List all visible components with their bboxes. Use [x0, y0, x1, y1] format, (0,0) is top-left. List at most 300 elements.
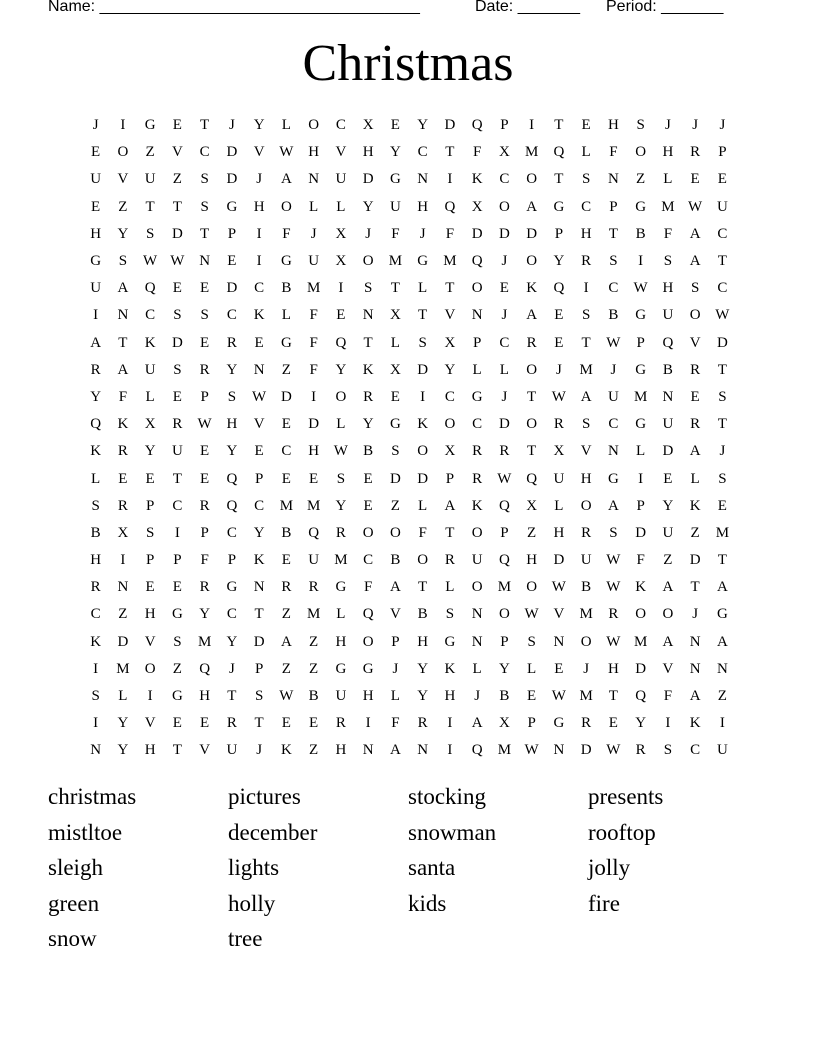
grid-letter: O	[526, 416, 538, 433]
grid-letter: G	[226, 579, 238, 596]
grid-letter: A	[689, 253, 701, 270]
grid-letter: J	[501, 253, 508, 270]
grid-letter: A	[444, 497, 456, 514]
grid-letter: C	[226, 606, 237, 623]
grid-letter: E	[363, 470, 373, 487]
grid-letter: G	[171, 688, 183, 705]
grid-letter: I	[665, 715, 671, 732]
grid-letter: R	[581, 524, 592, 541]
grid-letter: E	[663, 470, 673, 487]
grid-letter: X	[335, 225, 347, 242]
grid-letter: B	[581, 579, 592, 596]
word-bank-item: december	[228, 819, 318, 845]
grid-letter: Y	[117, 225, 129, 242]
grid-letter: G	[280, 334, 292, 351]
name-field-label: Name: ____________________________________	[48, 0, 420, 15]
grid-letter: Q	[90, 416, 102, 433]
grid-letter: Q	[335, 334, 347, 351]
grid-letter: K	[253, 552, 265, 569]
grid-letter: A	[280, 171, 292, 188]
grid-letter: P	[254, 660, 264, 677]
grid-letter: Y	[662, 497, 674, 514]
grid-row	[82, 520, 736, 547]
grid-letter: D	[171, 225, 183, 242]
grid-letter: N	[607, 171, 619, 188]
grid-letter: F	[363, 579, 373, 596]
grid-letter: N	[716, 660, 728, 677]
grid-letter: S	[91, 497, 100, 514]
grid-letter: R	[690, 416, 701, 433]
grid-letter: O	[335, 388, 347, 405]
grid-letter: Z	[663, 552, 673, 569]
grid-letter: L	[336, 198, 346, 215]
grid-row	[82, 248, 736, 275]
grid-letter: Y	[498, 660, 510, 677]
grid-letter: Z	[309, 633, 319, 650]
grid-letter: R	[308, 579, 319, 596]
grid-letter: T	[581, 334, 591, 351]
grid-letter: N	[253, 579, 265, 596]
grid-letter: M	[306, 606, 321, 623]
grid-letter: R	[608, 606, 619, 623]
grid-letter: E	[145, 470, 155, 487]
grid-row	[82, 166, 736, 193]
grid-letter: J	[501, 307, 508, 324]
grid-letter: P	[636, 334, 645, 351]
grid-letter: R	[90, 361, 101, 378]
grid-letter: J	[583, 660, 590, 677]
grid-letter: H	[226, 416, 238, 433]
grid-letter: S	[173, 307, 182, 324]
grid-letter: Q	[471, 253, 483, 270]
grid-letter: A	[716, 633, 728, 650]
grid-letter: V	[689, 334, 701, 351]
grid-letter: I	[256, 225, 262, 242]
grid-letter: O	[280, 198, 292, 215]
grid-letter: O	[526, 171, 538, 188]
grid-letter: Q	[226, 470, 238, 487]
grid-letter: E	[254, 443, 264, 460]
grid-letter: K	[526, 280, 538, 297]
grid-letter: D	[580, 742, 592, 759]
grid-letter: F	[309, 334, 318, 351]
grid-letter: Y	[417, 660, 429, 677]
grid-letter: W	[606, 742, 621, 759]
grid-letter: R	[499, 443, 510, 460]
grid-letter: H	[362, 144, 374, 161]
grid-letter: A	[662, 579, 674, 596]
grid-letter: R	[199, 579, 210, 596]
grid-row	[82, 574, 736, 601]
grid-letter: S	[391, 443, 400, 460]
grid-letter: L	[418, 280, 428, 297]
grid-letter: Z	[281, 606, 291, 623]
grid-letter: M	[116, 660, 130, 677]
grid-letter: W	[197, 416, 212, 433]
grid-letter: U	[335, 688, 347, 705]
grid-letter: H	[662, 280, 674, 297]
grid-letter: Y	[199, 606, 211, 623]
word-bank-item: snowman	[408, 819, 497, 845]
grid-letter: E	[281, 552, 291, 569]
grid-letter: N	[362, 307, 374, 324]
grid-letter: I	[638, 470, 644, 487]
grid-letter: Z	[309, 660, 319, 677]
grid-letter: O	[471, 280, 483, 297]
grid-letter: P	[472, 334, 482, 351]
grid-letter: G	[444, 633, 456, 650]
grid-letter: F	[663, 225, 673, 242]
grid-letter: H	[580, 470, 592, 487]
grid-letter: L	[636, 443, 646, 460]
grid-letter: D	[471, 225, 483, 242]
grid-letter: N	[117, 579, 129, 596]
grid-letter: B	[390, 552, 401, 569]
grid-letter: M	[579, 606, 593, 623]
grid-letter: L	[390, 688, 400, 705]
grid-letter: C	[472, 416, 483, 433]
grid-letter: D	[444, 117, 456, 134]
grid-letter: K	[689, 715, 701, 732]
grid-letter: S	[200, 198, 209, 215]
grid-letter: P	[445, 470, 455, 487]
grid-letter: S	[527, 633, 536, 650]
grid-letter: O	[526, 361, 538, 378]
grid-letter: Z	[636, 171, 646, 188]
grid-letter: H	[308, 144, 320, 161]
grid-letter: S	[145, 524, 155, 541]
grid-letter: C	[90, 606, 101, 623]
grid-letter: R	[335, 524, 346, 541]
grid-letter: E	[227, 253, 237, 270]
grid-letter: N	[471, 606, 483, 623]
grid-letter: I	[93, 715, 99, 732]
word-bank-item: christmas	[48, 784, 137, 809]
grid-letter: Q	[553, 280, 565, 297]
grid-letter: Y	[389, 144, 401, 161]
grid-letter: L	[390, 334, 400, 351]
grid-letter: X	[526, 497, 538, 514]
grid-letter: Q	[226, 497, 238, 514]
word-bank-item: kids	[408, 890, 447, 916]
grid-letter: E	[309, 470, 319, 487]
grid-row	[82, 629, 736, 656]
grid-letter: E	[309, 715, 319, 732]
grid-letter: E	[172, 579, 182, 596]
grid-letter: G	[144, 117, 156, 134]
grid-letter: D	[662, 443, 674, 460]
grid-letter: K	[280, 742, 292, 759]
grid-letter: G	[635, 198, 647, 215]
grid-letter: E	[554, 334, 564, 351]
grid-row	[82, 710, 736, 737]
grid-letter: W	[524, 742, 539, 759]
grid-letter: S	[718, 470, 727, 487]
grid-letter: V	[389, 606, 401, 623]
grid-letter: O	[389, 524, 401, 541]
grid-letter: Z	[172, 171, 182, 188]
grid-letter: Z	[281, 361, 291, 378]
grid-letter: U	[580, 552, 592, 569]
grid-letter: V	[253, 144, 265, 161]
grid-letter: D	[253, 633, 265, 650]
grid-letter: P	[173, 552, 182, 569]
grid-letter: T	[445, 144, 455, 161]
grid-letter: I	[256, 253, 262, 270]
grid-letter: R	[199, 497, 210, 514]
grid-letter: K	[90, 633, 102, 650]
grid-letter: Q	[471, 117, 483, 134]
grid-letter: Y	[90, 388, 102, 405]
grid-letter: R	[226, 715, 237, 732]
grid-letter: M	[524, 144, 539, 161]
grid-letter: I	[93, 307, 99, 324]
grid-letter: C	[608, 280, 619, 297]
grid-letter: C	[199, 144, 210, 161]
grid-letter: T	[445, 280, 455, 297]
grid-letter: C	[499, 334, 510, 351]
grid-letter: J	[228, 660, 235, 677]
grid-letter: E	[390, 117, 400, 134]
grid-letter: O	[362, 633, 374, 650]
grid-letter: M	[497, 579, 512, 596]
grid-letter: W	[606, 334, 621, 351]
grid-letter: P	[227, 552, 237, 569]
grid-letter: K	[444, 660, 456, 677]
grid-letter: Y	[362, 416, 374, 433]
grid-letter: J	[692, 117, 699, 134]
grid-letter: C	[499, 171, 510, 188]
grid-letter: E	[254, 334, 264, 351]
grid-letter: X	[553, 443, 565, 460]
grid-letter: E	[581, 117, 591, 134]
grid-row	[82, 493, 736, 520]
grid-letter: W	[279, 688, 294, 705]
grid-letter: E	[499, 280, 509, 297]
grid-letter: T	[254, 715, 264, 732]
grid-letter: J	[719, 443, 726, 460]
grid-letter: V	[144, 715, 156, 732]
grid-letter: M	[497, 742, 512, 759]
grid-letter: O	[444, 416, 456, 433]
grid-letter: I	[147, 688, 153, 705]
grid-letter: W	[606, 579, 621, 596]
grid-letter: H	[253, 198, 265, 215]
grid-letter: T	[363, 334, 373, 351]
grid-letter: C	[717, 225, 728, 242]
grid-letter: S	[718, 388, 727, 405]
word-bank-item: lights	[228, 855, 280, 880]
grid-letter: P	[254, 470, 264, 487]
grid-letter: L	[145, 388, 155, 405]
grid-letter: L	[581, 144, 591, 161]
grid-letter: W	[688, 198, 703, 215]
grid-letter: D	[526, 225, 538, 242]
grid-letter: K	[117, 416, 129, 433]
grid-letter: H	[144, 606, 156, 623]
grid-letter: L	[445, 579, 455, 596]
grid-letter: W	[333, 443, 348, 460]
grid-letter: K	[90, 443, 102, 460]
grid-letter: U	[90, 171, 102, 188]
grid-letter: S	[690, 280, 700, 297]
grid-letter: S	[336, 470, 346, 487]
grid-letter: M	[661, 198, 675, 215]
grid-letter: Z	[145, 144, 155, 161]
grid-letter: A	[607, 497, 619, 514]
grid-row	[82, 683, 736, 710]
grid-letter: K	[471, 497, 483, 514]
grid-letter: U	[308, 552, 320, 569]
grid-letter: T	[200, 117, 210, 134]
grid-letter: Z	[281, 660, 291, 677]
grid-letter: P	[609, 198, 618, 215]
grid-letter: S	[200, 171, 209, 188]
grid-letter: X	[144, 416, 156, 433]
grid-letter: L	[663, 171, 673, 188]
grid-letter: M	[579, 688, 593, 705]
grid-letter: D	[117, 633, 129, 650]
grid-letter: F	[663, 688, 673, 705]
grid-letter: N	[471, 633, 483, 650]
grid-letter: G	[553, 198, 565, 215]
grid-letter: S	[445, 606, 455, 623]
word-bank-item: santa	[408, 855, 456, 880]
grid-letter: Z	[527, 524, 537, 541]
grid-letter: N	[253, 361, 265, 378]
word-bank-item: snow	[48, 926, 97, 951]
grid-letter: G	[716, 606, 728, 623]
grid-letter: W	[497, 470, 512, 487]
grid-letter: B	[499, 688, 510, 705]
grid-letter: N	[471, 307, 483, 324]
grid-letter: Y	[253, 524, 265, 541]
grid-letter: M	[306, 280, 321, 297]
grid-letter: T	[554, 117, 564, 134]
grid-letter: Z	[690, 524, 700, 541]
grid-letter: T	[254, 606, 264, 623]
grid-letter: W	[715, 307, 730, 324]
grid-letter: B	[363, 443, 374, 460]
grid-letter: M	[279, 497, 294, 514]
grid-letter: O	[362, 253, 374, 270]
grid-letter: G	[171, 606, 183, 623]
grid-letter: R	[581, 715, 592, 732]
grid-letter: A	[117, 361, 129, 378]
grid-letter: Y	[144, 443, 156, 460]
grid-letter: G	[335, 579, 347, 596]
grid-letter: Q	[526, 470, 538, 487]
word-bank-item: pictures	[228, 784, 301, 809]
grid-letter: B	[608, 307, 619, 324]
grid-letter: T	[608, 225, 618, 242]
word-bank-item: fire	[588, 890, 620, 916]
grid-letter: Z	[118, 198, 128, 215]
grid-letter: U	[607, 388, 619, 405]
word-search-grid	[82, 112, 736, 765]
grid-letter: C	[690, 742, 701, 759]
grid-letter: M	[443, 253, 457, 270]
grid-letter: I	[420, 388, 426, 405]
grid-letter: F	[118, 388, 128, 405]
grid-letter: Q	[199, 660, 211, 677]
grid-letter: V	[580, 443, 592, 460]
grid-letter: I	[93, 660, 99, 677]
grid-letter: B	[662, 361, 673, 378]
grid-letter: O	[471, 579, 483, 596]
grid-letter: B	[90, 524, 101, 541]
grid-letter: M	[715, 524, 730, 541]
grid-letter: G	[471, 388, 483, 405]
word-bank-item: tree	[228, 926, 263, 951]
grid-letter: R	[417, 715, 428, 732]
word-bank-item: holly	[228, 890, 276, 916]
grid-letter: D	[498, 225, 510, 242]
grid-letter: O	[635, 144, 647, 161]
grid-letter: V	[199, 742, 211, 759]
grid-letter: E	[91, 198, 101, 215]
grid-letter: P	[554, 225, 564, 242]
grid-letter: J	[664, 117, 671, 134]
grid-letter: H	[553, 524, 565, 541]
grid-letter: X	[362, 117, 374, 134]
grid-letter: I	[338, 280, 344, 297]
grid-letter: A	[471, 715, 483, 732]
grid-letter: C	[145, 307, 156, 324]
grid-letter: S	[363, 280, 373, 297]
grid-letter: S	[581, 307, 591, 324]
grid-letter: Q	[553, 144, 565, 161]
grid-letter: X	[389, 307, 401, 324]
grid-letter: A	[526, 307, 538, 324]
grid-letter: S	[581, 171, 591, 188]
grid-letter: D	[226, 171, 238, 188]
grid-letter: L	[118, 688, 128, 705]
grid-letter: S	[200, 307, 209, 324]
grid-letter: O	[117, 144, 129, 161]
grid-letter: L	[472, 660, 482, 677]
grid-letter: D	[417, 361, 429, 378]
grid-letter: K	[362, 361, 374, 378]
grid-letter: P	[718, 144, 727, 161]
grid-letter: Y	[635, 715, 647, 732]
grid-letter: T	[608, 688, 618, 705]
grid-letter: B	[308, 688, 319, 705]
grid-letter: H	[607, 660, 619, 677]
grid-letter: F	[282, 225, 291, 242]
grid-letter: T	[717, 552, 727, 569]
grid-letter: R	[90, 579, 101, 596]
grid-letter: C	[254, 280, 265, 297]
grid-letter: V	[144, 633, 156, 650]
grid-letter: W	[551, 688, 566, 705]
grid-letter: C	[281, 443, 292, 460]
grid-letter: Z	[309, 742, 319, 759]
grid-letter: O	[308, 117, 320, 134]
grid-letter: E	[118, 470, 128, 487]
grid-letter: A	[90, 334, 102, 351]
grid-row	[82, 547, 736, 574]
grid-letter: R	[172, 416, 183, 433]
grid-letter: I	[447, 715, 453, 732]
grid-letter: K	[144, 334, 156, 351]
grid-letter: Y	[553, 253, 565, 270]
grid-letter: T	[227, 688, 237, 705]
grid-letter: U	[471, 552, 483, 569]
grid-letter: K	[417, 416, 429, 433]
grid-row	[82, 438, 736, 465]
grid-letter: N	[607, 443, 619, 460]
